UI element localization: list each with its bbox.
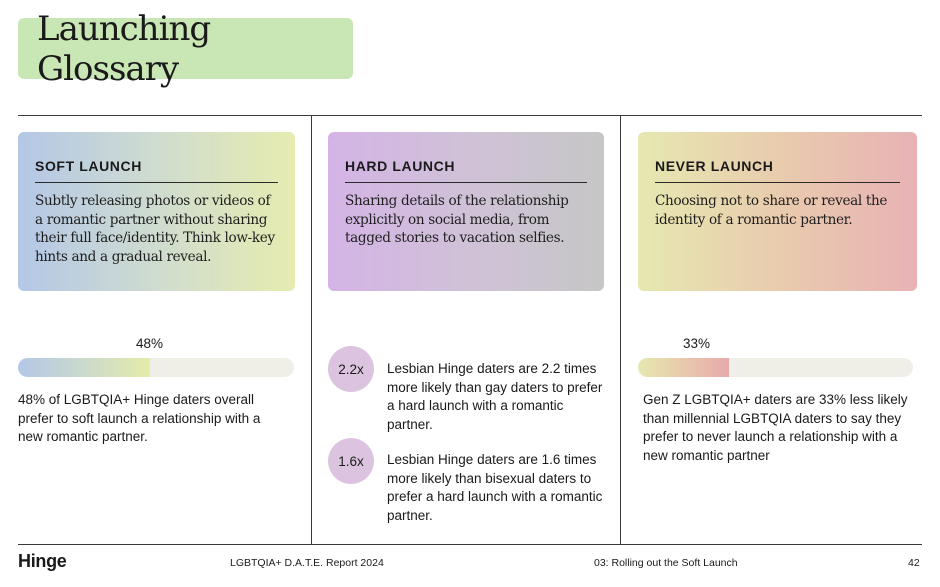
multiplier-value-1: 2.2x	[338, 361, 364, 377]
soft-launch-definition: Subtly releasing photos or videos of a romantic partner without sharing their full face/identity. Think low-key hints and a gradual reveal.	[35, 193, 275, 265]
never-stat-text: Gen Z LGBTQIA+ daters are 33% less likely than millennial LGBTQIA daters to say they prefer to never launch a relationship with a new romantic partner	[643, 392, 908, 463]
hard-launch-heading: HARD LAUNCH	[345, 158, 587, 183]
soft-stat-text: 48% of LGBTQIA+ Hinge daters overall prefer to soft launch a relationship with a new romantic partner.	[18, 392, 261, 444]
soft-progress-bar	[18, 358, 294, 377]
soft-launch-card	[18, 132, 295, 291]
hard-stat-text-1: Lesbian Hinge daters are 2.2 times more likely than gay daters to prefer a hard launch with a romantic partner.	[387, 361, 603, 432]
never-launch-heading: NEVER LAUNCH	[655, 158, 900, 183]
footer-report-name: LGBTQIA+ D.A.T.E. Report 2024	[230, 557, 384, 569]
soft-progress-fill	[18, 358, 150, 377]
never-percent-label: 33%	[683, 336, 711, 351]
soft-launch-heading: SOFT LAUNCH	[35, 158, 278, 183]
top-divider	[18, 115, 922, 116]
soft-percent-label: 48%	[136, 336, 164, 351]
page-title: Launching Glossary	[37, 8, 211, 89]
hard-stat-text-2: Lesbian Hinge daters are 1.6 times more likely than bisexual daters to prefer a hard launch with a romantic partner.	[387, 452, 603, 523]
hard-launch-card	[328, 132, 604, 291]
multiplier-value-2: 1.6x	[338, 453, 364, 469]
multiplier-badge-1	[328, 346, 374, 392]
hinge-logo: Hinge	[18, 551, 67, 571]
never-progress-bar	[638, 358, 913, 377]
never-launch-definition: Choosing not to share or reveal the identity of a romantic partner.	[655, 193, 888, 228]
never-launch-card	[638, 132, 917, 291]
never-progress-fill	[638, 358, 729, 377]
page-number: 42	[908, 557, 920, 569]
column-divider-right	[620, 116, 621, 544]
footer-section-name: 03: Rolling out the Soft Launch	[594, 557, 738, 569]
column-divider-left	[311, 116, 312, 544]
hard-launch-definition: Sharing details of the relationship explicitly on social media, from tagged stories to vacation selfies.	[345, 193, 569, 246]
multiplier-badge-2	[328, 438, 374, 484]
title-banner	[18, 8, 353, 89]
bottom-divider	[18, 544, 922, 545]
